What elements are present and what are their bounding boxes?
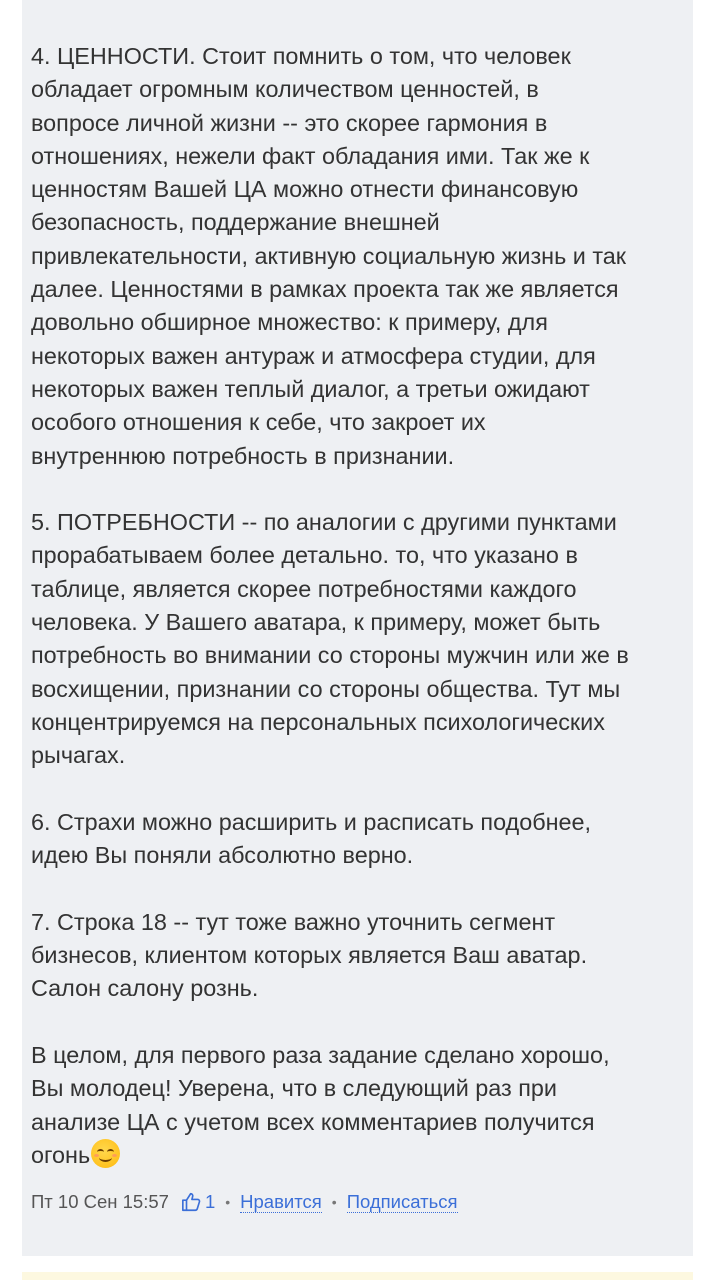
comment-body [31, 40, 691, 1172]
paragraph-fears [31, 806, 691, 873]
thumbs-up-icon[interactable] [181, 1191, 203, 1213]
text-line [31, 1139, 691, 1172]
text-line: далее. Ценностями в рамках проекта так же является [31, 276, 619, 303]
text-line: ценностям Вашей ЦА можно отнести финансовую [31, 176, 579, 203]
comment-card [22, 0, 693, 1256]
smiling-face-emoji-icon [91, 1139, 120, 1168]
separator: • [225, 1194, 231, 1210]
text-line: прорабатываем более детально. то, что указано в [31, 542, 578, 569]
text-line: 6. Страхи можно расширить и расписать подобнее, [31, 808, 592, 835]
text-line: привлекательности, активную социальную жизнь и так [31, 242, 627, 269]
text-line: вопросе личной жизни -- это скорее гармония в [31, 109, 548, 136]
text-line: Вы молодец! Уверена, что в следующий раз при [31, 1075, 557, 1102]
text-line: 4. ЦЕННОСТИ. Стоит помнить о том, что человек [31, 43, 571, 69]
comment-date: Пт 10 Сен 15:57 [31, 1191, 169, 1212]
text-line: концентрируемся на персональных психологических [31, 708, 605, 735]
text-line: бизнесов, клиентом которых является Ваш аватар. [31, 942, 588, 969]
text-line: человека. У Вашего аватара, к примеру, может быть [31, 609, 601, 636]
text-line: таблице, является скорее потребностями каждого [31, 575, 577, 602]
text-line: В целом, для первого раза задание сделано хорошо, [31, 1041, 610, 1068]
text-line: довольно обширное множество: к примеру, для [31, 309, 548, 336]
paragraph-row18 [31, 906, 691, 1006]
text-line: потребность во внимании со стороны мужчин или же в [31, 642, 629, 669]
like-link[interactable]: Нравится [240, 1190, 322, 1212]
text-line: рычагах. [31, 742, 126, 769]
text-line: Салон салону рознь. [31, 975, 259, 1002]
text-line: особого отношения к себе, что закроет их [31, 409, 486, 436]
text-line: некоторых важен теплый диалог, а третьи ожидают [31, 375, 590, 402]
text-line: 7. Строка 18 -- тут тоже важно уточнить сегмент [31, 908, 556, 935]
like-count: 1 [204, 1191, 216, 1212]
subscribe-link[interactable]: Подписаться [346, 1190, 458, 1212]
text-fragment: огонь [31, 1141, 91, 1168]
separator: • [331, 1194, 337, 1210]
text-line: идею Вы поняли абсолютно верно. [31, 842, 414, 869]
text-line: обладает огромным количеством ценностей, в [31, 76, 539, 103]
paragraph-summary [31, 1039, 691, 1172]
text-line: внутреннюю потребность в признании. [31, 442, 455, 469]
text-line: безопасность, поддержание внешней [31, 209, 440, 236]
comment-meta [31, 1189, 458, 1215]
text-line: восхищении, признании со стороны общества. Тут мы [31, 675, 621, 702]
text-line: анализе ЦА с учетом всех комментариев получится [31, 1108, 595, 1135]
text-line: некоторых важен антураж и атмосфера студии, для [31, 342, 596, 369]
next-comment-card [22, 1272, 693, 1280]
text-line: отношениях, нежели факт обладания ими. Так же к [31, 142, 590, 169]
paragraph-needs [31, 506, 691, 772]
paragraph-values [31, 40, 691, 473]
text-line: 5. ПОТРЕБНОСТИ -- по аналогии с другими пунктами [31, 509, 617, 536]
